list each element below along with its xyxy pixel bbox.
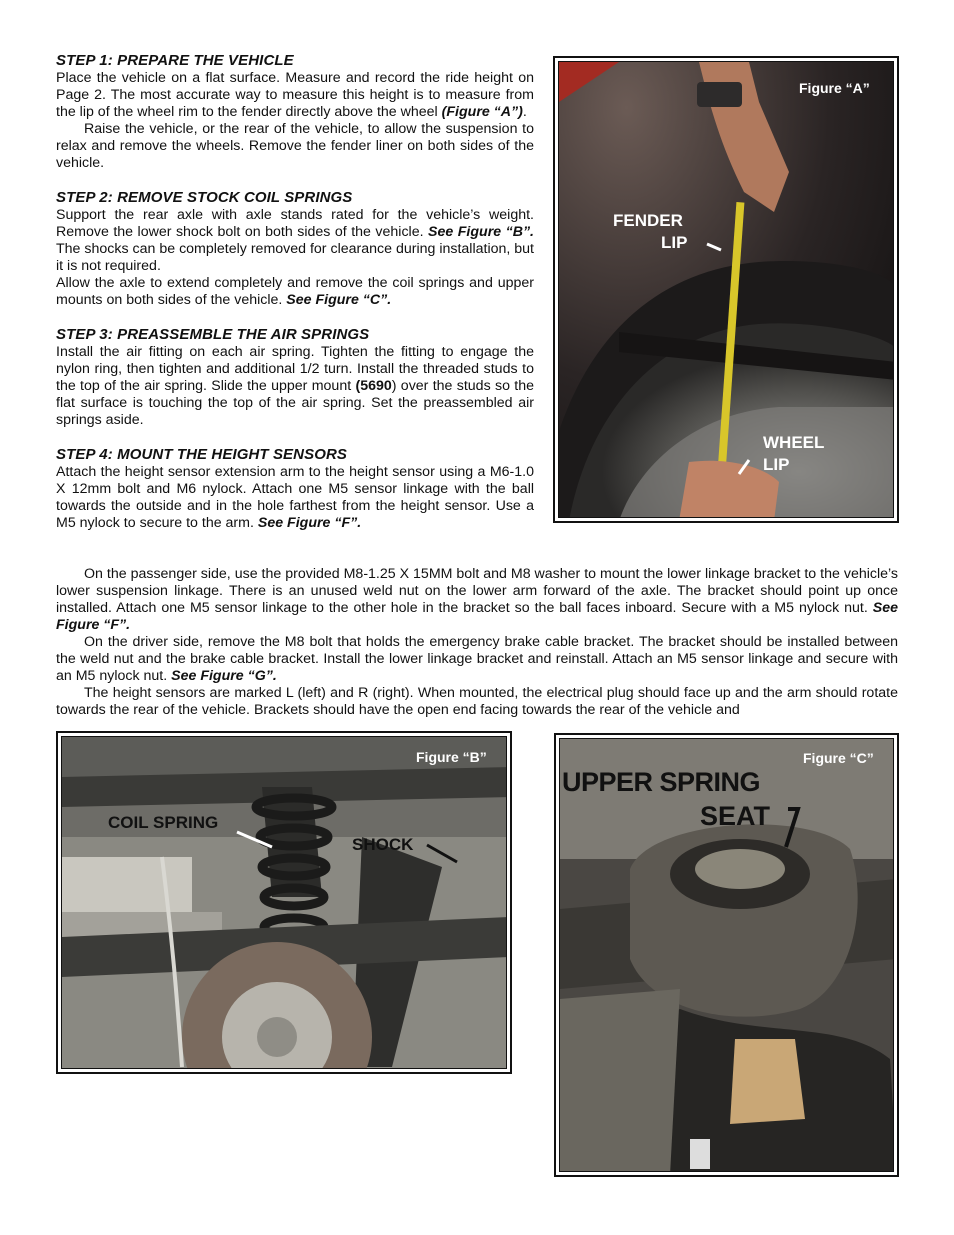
figure-c-callout-upper-spring: UPPER SPRING	[562, 767, 761, 797]
figure-a-callout-wheel: WHEEL LIP	[763, 433, 825, 474]
figure-b-illustration	[62, 737, 507, 1069]
figure-b-photo	[61, 736, 507, 1069]
step2-heading: STEP 2: REMOVE STOCK COIL SPRINGS	[56, 189, 353, 206]
figure-a-illustration	[559, 62, 894, 518]
step3-heading: STEP 3: PREASSEMBLE THE AIR SPRINGS	[56, 326, 370, 343]
step1-paragraph-1: Place the vehicle on a flat surface. Measure and record the ride height on Page 2. The most accurate way to measure this height is to measure from the lip of the wheel rim to the fender directly above the wheel (Figure “A”).	[56, 70, 534, 120]
step1-heading: STEP 1: PREPARE THE VEHICLE	[56, 52, 294, 69]
figure-b-callout-coil-spring: COIL SPRING	[108, 813, 219, 832]
figure-a-callout-fender: FENDER LIP	[613, 211, 688, 252]
figure-a-photo	[558, 61, 894, 518]
figure-c-label: Figure “C”	[803, 750, 874, 766]
figure-b	[56, 731, 512, 1074]
step4-paragraph-3: On the driver side, remove the M8 bolt that holds the emergency brake cable bracket. The bracket should be installed between the weld nut and the brake cable bracket. Install the lower linkage bracket and reinstall. Attach an M5 sensor linkage and secure with an M5 nylock nut. See Figure “G”.	[56, 634, 898, 684]
figure-c-photo	[559, 738, 894, 1172]
figure-c-callout-seat: SEAT	[700, 801, 771, 831]
step4-paragraph-1: Attach the height sensor extension arm to the height sensor using a M6-1.0 X 12mm bolt and M6 nylock. Attach one M5 sensor linkage with the ball towards the outside and in the hole farthest from the height sensor. Use a M5 nylock to secure to the arm. See Figure “F”.	[56, 464, 534, 531]
step4-paragraph-2: On the passenger side, use the provided M8-1.25 X 15MM bolt and M8 washer to mount the lower linkage bracket to the vehicle’s lower suspension linkage. There is an unused weld nut on the lower arm forward of the axle. The bracket should point up once installed. Attach one M5 sensor linkage to the other hole in the bracket so the ball faces inboard. Secure with a M5 nylock nut. See Figure “F”.	[56, 566, 898, 633]
step3-paragraph-1: Install the air fitting on each air spring. Tighten the fitting to engage the nylon ring, then tighten and additional 1/2 turn. Install the threaded studs to the top of the air spring. Slide the upper mount (5690) over the studs so the flat surface is touching the top of the air spring. Set the preassembled air springs aside.	[56, 344, 534, 428]
step1-paragraph-2: Raise the vehicle, or the rear of the vehicle, to allow the suspension to relax and remove the wheels. Remove the fender liner on both sides of the vehicle.	[56, 121, 534, 171]
figure-a	[553, 56, 899, 523]
figure-a-label: Figure “A”	[799, 80, 870, 96]
figure-b-label: Figure “B”	[416, 749, 487, 765]
step2-paragraph-2: Allow the axle to extend completely and remove the coil springs and upper mounts on both sides of the vehicle. See Figure “C”.	[56, 275, 534, 308]
step2-paragraph-1: Support the rear axle with axle stands rated for the vehicle’s weight. Remove the lower shock bolt on both sides of the vehicle. See Figure “B”. The shocks can be completely removed for clearance during installation, but it is not required.	[56, 207, 534, 274]
figure-b-callout-shock: SHOCK	[352, 835, 414, 854]
step4-heading: STEP 4: MOUNT THE HEIGHT SENSORS	[56, 446, 348, 463]
figure-c	[554, 733, 899, 1177]
step4-paragraph-4: The height sensors are marked L (left) and R (right). When mounted, the electrical plug should face up and the arm should rotate towards the rear of the vehicle. Brackets should have the open end facing towards the rear of the vehicle and	[56, 685, 898, 718]
left-column-text	[56, 52, 534, 532]
full-width-text	[56, 566, 898, 719]
